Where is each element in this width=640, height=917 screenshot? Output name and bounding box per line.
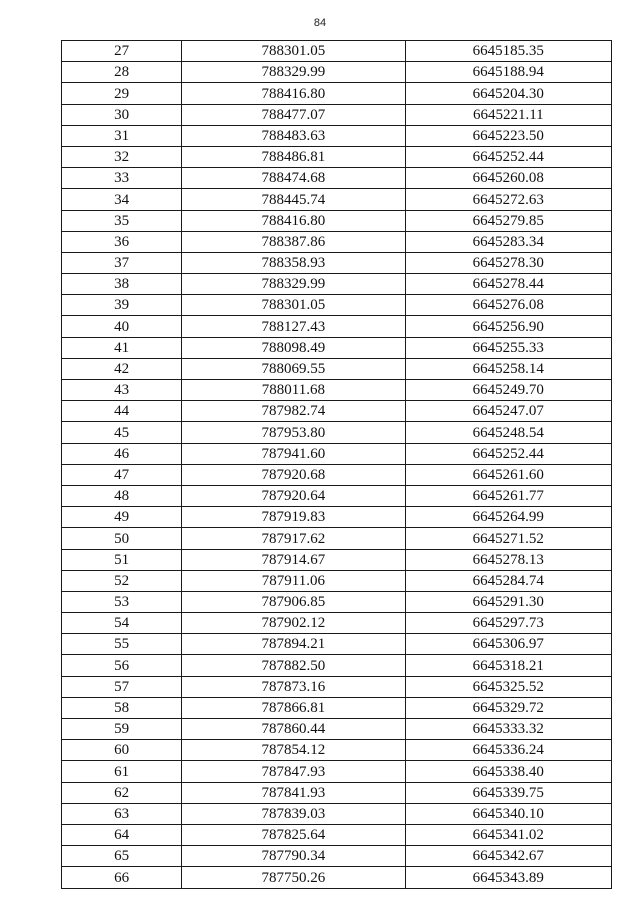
table-row xyxy=(62,867,612,888)
point-number-cell: 46 xyxy=(62,443,182,464)
table-row xyxy=(62,507,612,528)
table-row xyxy=(62,824,612,845)
x-coordinate-cell: 788358.93 xyxy=(182,252,405,273)
table-row xyxy=(62,634,612,655)
y-coordinate-cell: 6645343.89 xyxy=(405,867,611,888)
y-coordinate-cell: 6645261.60 xyxy=(405,464,611,485)
table-row xyxy=(62,613,612,634)
point-number-cell: 37 xyxy=(62,252,182,273)
x-coordinate-cell: 788127.43 xyxy=(182,316,405,337)
point-number-cell: 40 xyxy=(62,316,182,337)
x-coordinate-cell: 788387.86 xyxy=(182,231,405,252)
table-row xyxy=(62,549,612,570)
point-number-cell: 62 xyxy=(62,782,182,803)
point-number-cell: 51 xyxy=(62,549,182,570)
point-number-cell: 30 xyxy=(62,104,182,125)
table-row xyxy=(62,125,612,146)
point-number-cell: 56 xyxy=(62,655,182,676)
table-row xyxy=(62,337,612,358)
x-coordinate-cell: 787750.26 xyxy=(182,867,405,888)
point-number-cell: 45 xyxy=(62,422,182,443)
table-row xyxy=(62,274,612,295)
x-coordinate-cell: 787825.64 xyxy=(182,824,405,845)
x-coordinate-cell: 787894.21 xyxy=(182,634,405,655)
point-number-cell: 57 xyxy=(62,676,182,697)
y-coordinate-cell: 6645318.21 xyxy=(405,655,611,676)
y-coordinate-cell: 6645255.33 xyxy=(405,337,611,358)
y-coordinate-cell: 6645272.63 xyxy=(405,189,611,210)
y-coordinate-cell: 6645249.70 xyxy=(405,380,611,401)
table-row xyxy=(62,316,612,337)
coordinates-table xyxy=(61,40,612,889)
table-row xyxy=(62,422,612,443)
table-row xyxy=(62,761,612,782)
x-coordinate-cell: 787860.44 xyxy=(182,719,405,740)
point-number-cell: 54 xyxy=(62,613,182,634)
x-coordinate-cell: 788301.05 xyxy=(182,295,405,316)
x-coordinate-cell: 788069.55 xyxy=(182,358,405,379)
table-row xyxy=(62,803,612,824)
y-coordinate-cell: 6645258.14 xyxy=(405,358,611,379)
point-number-cell: 31 xyxy=(62,125,182,146)
y-coordinate-cell: 6645185.35 xyxy=(405,41,611,62)
y-coordinate-cell: 6645248.54 xyxy=(405,422,611,443)
x-coordinate-cell: 787854.12 xyxy=(182,740,405,761)
point-number-cell: 33 xyxy=(62,168,182,189)
y-coordinate-cell: 6645306.97 xyxy=(405,634,611,655)
table-row xyxy=(62,740,612,761)
y-coordinate-cell: 6645261.77 xyxy=(405,485,611,506)
x-coordinate-cell: 787919.83 xyxy=(182,507,405,528)
table-row xyxy=(62,676,612,697)
x-coordinate-cell: 787841.93 xyxy=(182,782,405,803)
y-coordinate-cell: 6645342.67 xyxy=(405,846,611,867)
table-row xyxy=(62,62,612,83)
point-number-cell: 48 xyxy=(62,485,182,506)
x-coordinate-cell: 788445.74 xyxy=(182,189,405,210)
point-number-cell: 28 xyxy=(62,62,182,83)
table-row xyxy=(62,655,612,676)
table-row xyxy=(62,570,612,591)
y-coordinate-cell: 6645278.44 xyxy=(405,274,611,295)
table-row xyxy=(62,168,612,189)
y-coordinate-cell: 6645252.44 xyxy=(405,146,611,167)
x-coordinate-cell: 788301.05 xyxy=(182,41,405,62)
x-coordinate-cell: 787917.62 xyxy=(182,528,405,549)
point-number-cell: 29 xyxy=(62,83,182,104)
point-number-cell: 60 xyxy=(62,740,182,761)
point-number-cell: 42 xyxy=(62,358,182,379)
point-number-cell: 50 xyxy=(62,528,182,549)
table-row xyxy=(62,719,612,740)
y-coordinate-cell: 6645333.32 xyxy=(405,719,611,740)
y-coordinate-cell: 6645291.30 xyxy=(405,591,611,612)
y-coordinate-cell: 6645278.30 xyxy=(405,252,611,273)
table-row xyxy=(62,591,612,612)
y-coordinate-cell: 6645338.40 xyxy=(405,761,611,782)
x-coordinate-cell: 788329.99 xyxy=(182,62,405,83)
point-number-cell: 32 xyxy=(62,146,182,167)
table-row xyxy=(62,41,612,62)
table-row xyxy=(62,104,612,125)
table-row xyxy=(62,380,612,401)
table-row xyxy=(62,443,612,464)
table-row xyxy=(62,401,612,422)
y-coordinate-cell: 6645329.72 xyxy=(405,697,611,718)
y-coordinate-cell: 6645284.74 xyxy=(405,570,611,591)
point-number-cell: 41 xyxy=(62,337,182,358)
point-number-cell: 58 xyxy=(62,697,182,718)
point-number-cell: 55 xyxy=(62,634,182,655)
point-number-cell: 49 xyxy=(62,507,182,528)
y-coordinate-cell: 6645279.85 xyxy=(405,210,611,231)
point-number-cell: 44 xyxy=(62,401,182,422)
table-row xyxy=(62,528,612,549)
y-coordinate-cell: 6645271.52 xyxy=(405,528,611,549)
table-row xyxy=(62,295,612,316)
x-coordinate-cell: 787902.12 xyxy=(182,613,405,634)
table-row xyxy=(62,231,612,252)
table-row xyxy=(62,83,612,104)
point-number-cell: 47 xyxy=(62,464,182,485)
point-number-cell: 61 xyxy=(62,761,182,782)
x-coordinate-cell: 787906.85 xyxy=(182,591,405,612)
table-row xyxy=(62,358,612,379)
point-number-cell: 34 xyxy=(62,189,182,210)
y-coordinate-cell: 6645256.90 xyxy=(405,316,611,337)
x-coordinate-cell: 788477.07 xyxy=(182,104,405,125)
point-number-cell: 52 xyxy=(62,570,182,591)
x-coordinate-cell: 787866.81 xyxy=(182,697,405,718)
coordinates-table-body xyxy=(62,41,612,889)
y-coordinate-cell: 6645188.94 xyxy=(405,62,611,83)
point-number-cell: 53 xyxy=(62,591,182,612)
x-coordinate-cell: 788483.63 xyxy=(182,125,405,146)
x-coordinate-cell: 787920.64 xyxy=(182,485,405,506)
y-coordinate-cell: 6645283.34 xyxy=(405,231,611,252)
point-number-cell: 36 xyxy=(62,231,182,252)
y-coordinate-cell: 6645336.24 xyxy=(405,740,611,761)
point-number-cell: 39 xyxy=(62,295,182,316)
x-coordinate-cell: 787982.74 xyxy=(182,401,405,422)
table-row xyxy=(62,189,612,210)
point-number-cell: 27 xyxy=(62,41,182,62)
point-number-cell: 35 xyxy=(62,210,182,231)
table-row xyxy=(62,485,612,506)
x-coordinate-cell: 788474.68 xyxy=(182,168,405,189)
y-coordinate-cell: 6645340.10 xyxy=(405,803,611,824)
y-coordinate-cell: 6645247.07 xyxy=(405,401,611,422)
table-row xyxy=(62,252,612,273)
point-number-cell: 38 xyxy=(62,274,182,295)
x-coordinate-cell: 787790.34 xyxy=(182,846,405,867)
point-number-cell: 66 xyxy=(62,867,182,888)
y-coordinate-cell: 6645252.44 xyxy=(405,443,611,464)
point-number-cell: 65 xyxy=(62,846,182,867)
table-row xyxy=(62,782,612,803)
table-row xyxy=(62,146,612,167)
y-coordinate-cell: 6645221.11 xyxy=(405,104,611,125)
x-coordinate-cell: 787941.60 xyxy=(182,443,405,464)
x-coordinate-cell: 788416.80 xyxy=(182,83,405,104)
y-coordinate-cell: 6645341.02 xyxy=(405,824,611,845)
y-coordinate-cell: 6645276.08 xyxy=(405,295,611,316)
point-number-cell: 59 xyxy=(62,719,182,740)
y-coordinate-cell: 6645297.73 xyxy=(405,613,611,634)
y-coordinate-cell: 6645223.50 xyxy=(405,125,611,146)
point-number-cell: 43 xyxy=(62,380,182,401)
table-row xyxy=(62,210,612,231)
table-row xyxy=(62,464,612,485)
x-coordinate-cell: 788416.80 xyxy=(182,210,405,231)
y-coordinate-cell: 6645260.08 xyxy=(405,168,611,189)
y-coordinate-cell: 6645339.75 xyxy=(405,782,611,803)
x-coordinate-cell: 788486.81 xyxy=(182,146,405,167)
x-coordinate-cell: 787920.68 xyxy=(182,464,405,485)
x-coordinate-cell: 788098.49 xyxy=(182,337,405,358)
y-coordinate-cell: 6645204.30 xyxy=(405,83,611,104)
x-coordinate-cell: 787873.16 xyxy=(182,676,405,697)
x-coordinate-cell: 787911.06 xyxy=(182,570,405,591)
x-coordinate-cell: 787914.67 xyxy=(182,549,405,570)
point-number-cell: 63 xyxy=(62,803,182,824)
table-row xyxy=(62,697,612,718)
table-row xyxy=(62,846,612,867)
x-coordinate-cell: 787847.93 xyxy=(182,761,405,782)
x-coordinate-cell: 787882.50 xyxy=(182,655,405,676)
page-number: 84 xyxy=(313,17,327,29)
y-coordinate-cell: 6645325.52 xyxy=(405,676,611,697)
x-coordinate-cell: 788329.99 xyxy=(182,274,405,295)
x-coordinate-cell: 787953.80 xyxy=(182,422,405,443)
y-coordinate-cell: 6645278.13 xyxy=(405,549,611,570)
y-coordinate-cell: 6645264.99 xyxy=(405,507,611,528)
point-number-cell: 64 xyxy=(62,824,182,845)
x-coordinate-cell: 787839.03 xyxy=(182,803,405,824)
x-coordinate-cell: 788011.68 xyxy=(182,380,405,401)
